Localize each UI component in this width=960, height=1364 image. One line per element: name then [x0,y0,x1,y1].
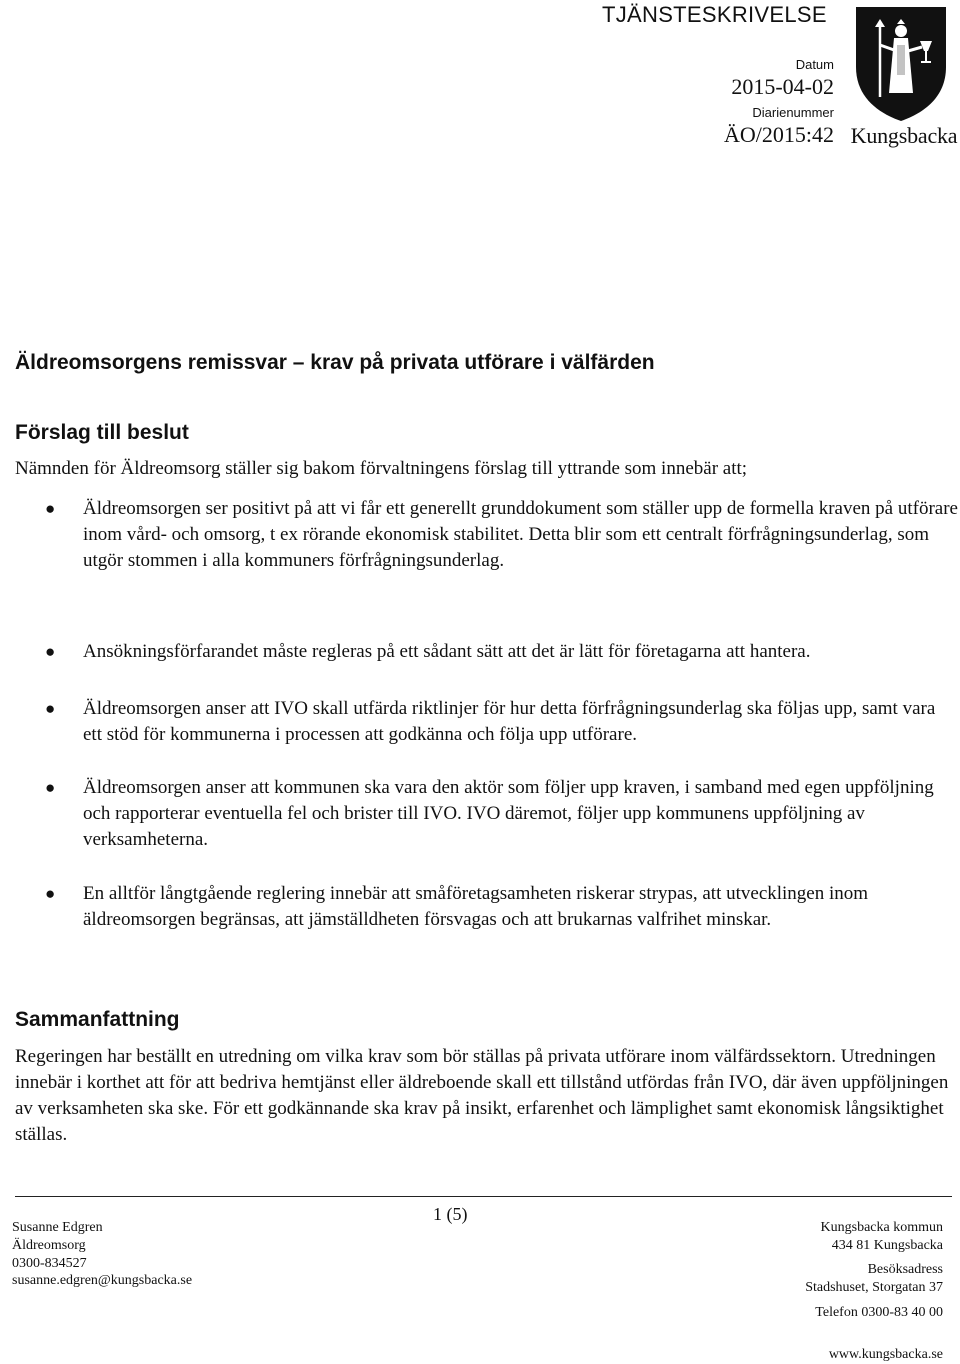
visit-address: Stadshuset, Storgatan 37 [805,1280,943,1295]
bullet-text: Äldreomsorgen anser att IVO skall utfärda riktlinjer för hur detta förfrågningsunderlag ska följas upp, samt vara ett stöd för kommunerna i processen att godkänna och följa upp utförare. [83,698,936,745]
page-number: 1 (5) [433,1204,468,1224]
summary-body: Regeringen har beställt en utredning om vilka krav som bör ställas på privata utförare inom välfärdssektorn. Utredningen innebär i korthet att för att bedriva hemtjänst eller äldreboende skall ett tillstånd utfördas från IVO, där även uppföljningen av verksamheten ska ske. För ett godkännande ska krav på insikt, erfarenhet och lämplighet samt ekonomisk långsiktighet ställas. [15,1046,949,1145]
diary-number-label: Diarienummer [752,105,834,120]
bullet-text: Ansökningsförfarandet måste regleras på ett sådant sätt att det är lätt för företagarna att hantera. [83,641,811,662]
kungsbacka-logo [850,5,958,155]
coat-of-arms-icon [850,5,958,123]
bullet-icon: ● [45,699,56,718]
bullet-icon: ● [45,642,56,661]
proposal-heading: Förslag till beslut [15,421,189,444]
proposal-intro: Nämnden för Äldreomsorg ställer sig bakom förvaltningens förslag till yttrande som innebär att; [15,458,748,479]
date-label: Datum [795,57,834,72]
diary-number-value: ÄO/2015:42 [724,122,834,147]
bullet-icon: ● [45,884,56,903]
bullet-text: En alltför långtgående reglering innebär att småföretagsamheten riskerar strypas, att utvecklingen inom äldreomsorgen begränsas, att jämställdheten försvagas och att brukarnas valfrihet minskar. [83,883,869,930]
telephone: Telefon 0300-83 40 00 [815,1305,943,1320]
website-link[interactable]: www.kungsbacka.se [828,1347,943,1362]
document-title: Äldreomsorgens remissvar – krav på privata utförare i välfärden [15,351,655,374]
author-email[interactable]: susanne.edgren@kungsbacka.se [12,1273,193,1288]
organization-name: Kungsbacka kommun [820,1220,943,1235]
footer-divider [15,1196,952,1197]
author-department: Äldreomsorg [12,1238,86,1253]
visit-address-label: Besöksadress [867,1262,943,1277]
document-type: TJÄNSTESKRIVELSE [602,2,827,27]
postal-address: 434 81 Kungsbacka [831,1238,943,1253]
bullet-text: Äldreomsorgen anser att kommunen ska vara den aktör som följer upp kraven, i samband med egen uppföljning och rapporterar eventuella fel och brister till IVO. IVO däremot, följer upp kommunens uppföljning av verksamheterna. [83,777,934,850]
author-phone: 0300-834527 [12,1256,87,1271]
date-value: 2015-04-02 [731,74,834,99]
bullet-icon: ● [45,778,56,797]
bullet-text: Äldreomsorgen ser positivt på att vi får ett generellt grunddokument som ställer upp de formella kraven på utförare inom vård- och omsorg, t ex rörande ekonomisk stabilitet. Detta blir som ett centralt förfrågningsunderlag, som utgör stommen i alla kommuners förfrågningsunderlag. [83,498,958,571]
summary-heading: Sammanfattning [15,1008,180,1031]
logo-wordmark: Kungsbacka [850,123,958,148]
bullet-icon: ● [45,499,56,518]
author-name: Susanne Edgren [12,1220,103,1235]
